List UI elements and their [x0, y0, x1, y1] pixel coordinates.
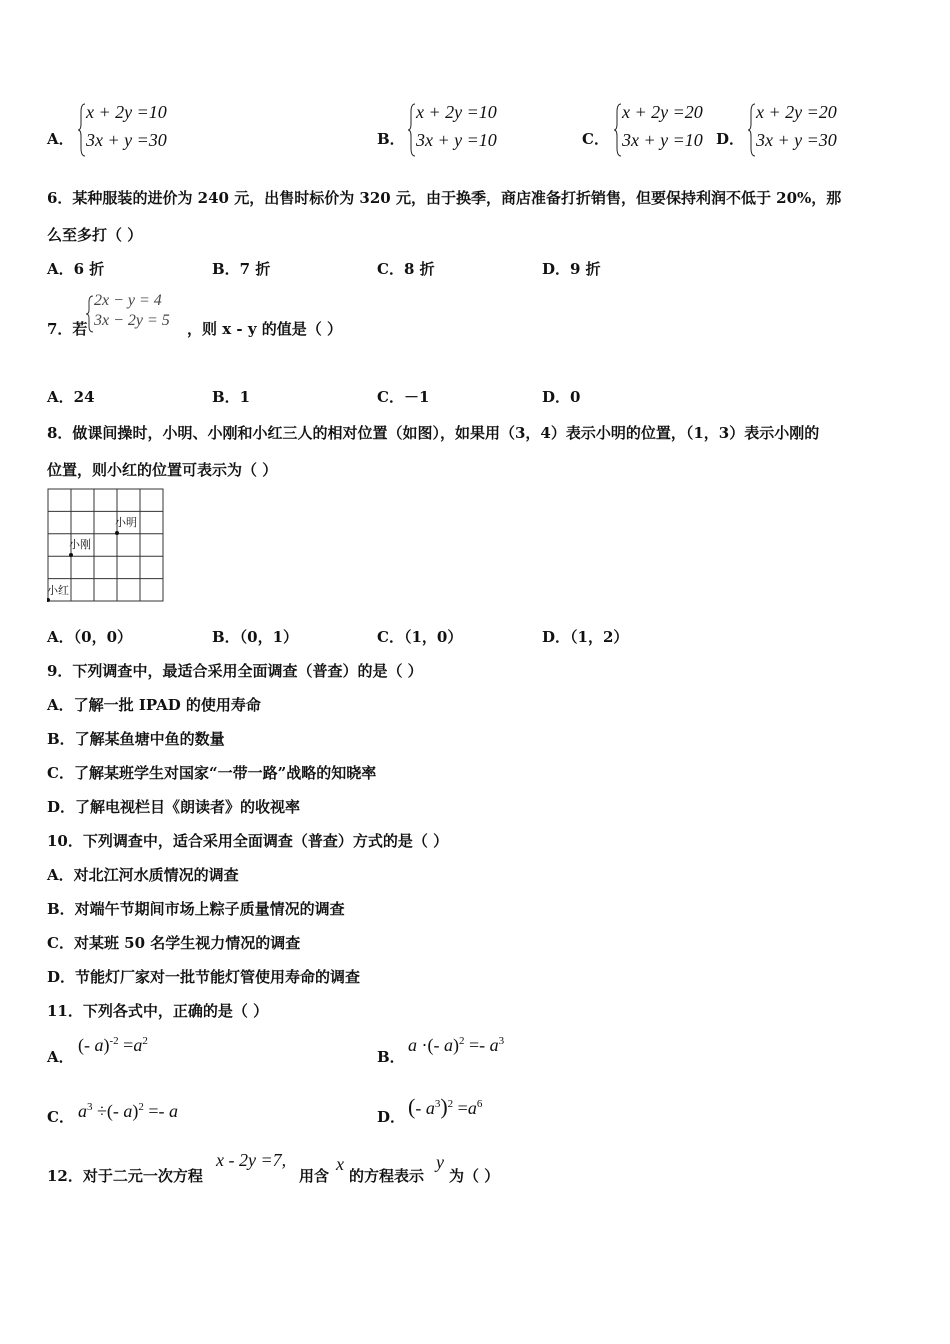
- q6-option-c: C．8 折: [377, 260, 435, 278]
- q9-option-a: A．了解一批 IPAD 的使用寿命: [47, 696, 261, 714]
- brace-icon: [408, 102, 416, 158]
- q7-option-d: D．0: [542, 388, 581, 406]
- q8-option-c: C．（1，0）: [377, 628, 463, 646]
- q12-mid2: 的方程表示: [349, 1167, 425, 1185]
- q7-eq2: 3x − 2y = 5: [94, 312, 170, 329]
- q8-option-b: B．（0，1）: [212, 628, 299, 646]
- q5-option-a-eq1: x + 2y =10: [86, 102, 167, 122]
- q7-prefix: 7．若: [47, 320, 88, 338]
- q11-option-d-letter: D．: [377, 1108, 406, 1126]
- q5-option-a-letter: A．: [47, 130, 74, 148]
- q5-option-d-system: [748, 102, 858, 158]
- q5-option-b-system: [408, 102, 518, 158]
- xiaoming-point: [115, 531, 119, 535]
- q8-stem-line1: 8．做课间操时，小明、小刚和小红三人的相对位置（如图），如果用（3，4）表示小明的位置，（1，3）表示小刚的: [47, 424, 820, 442]
- q7-option-a: A．24: [47, 388, 95, 406]
- q6-stem-line2: 么至多打（ ）: [47, 226, 143, 244]
- xiaogang-label: 小刚: [69, 538, 91, 551]
- q12-suffix: 为（ ）: [449, 1167, 500, 1185]
- q11-option-b-letter: B．: [377, 1048, 405, 1066]
- q11-option-c-formula: $a^3$ ÷(- a)$^2$ =- a: [78, 1101, 179, 1121]
- q10-option-d: D．节能灯厂家对一批节能灯管使用寿命的调查: [47, 968, 361, 986]
- q6-option-b: B．7 折: [212, 260, 271, 278]
- q10-option-c: C．对某班 50 名学生视力情况的调查: [47, 934, 301, 952]
- q5-option-c-system: [614, 102, 714, 158]
- q10-option-a: A．对北江河水质情况的调查: [47, 866, 239, 884]
- q7-suffix: ，则 x - y 的值是（ ）: [187, 320, 342, 338]
- q9-option-c: C．了解某班学生对国家“一带一路”战略的知晓率: [47, 764, 377, 782]
- q5-option-b-letter: B．: [377, 130, 405, 148]
- q9-option-d: D．了解电视栏目《朗读者》的收视率: [47, 798, 301, 816]
- q11-option-a-letter: A．: [47, 1048, 74, 1066]
- brace-icon: [86, 294, 94, 334]
- q6-option-a: A．6 折: [47, 260, 105, 278]
- q6-option-d: D．9 折: [542, 260, 601, 278]
- q11-option-a-formula: (- $a)^{-2} =a^2$: [78, 1035, 148, 1055]
- brace-icon: [78, 102, 86, 158]
- q7-option-b: B．1: [212, 388, 251, 406]
- q5-option-a-eq2: 3x + y =30: [86, 130, 167, 150]
- q5-option-c-eq1: x + 2y =20: [622, 102, 703, 122]
- q8-option-a: A．（0，0）: [47, 628, 133, 646]
- q12-var-x: x: [336, 1154, 344, 1174]
- q7-equation-system: [86, 294, 186, 336]
- q6-stem-line1: 6．某种服装的进价为 240 元，出售时标价为 320 元，由于换季，商店准备打折销售，但要保持利润不低于 20%，那: [47, 189, 842, 207]
- q10-stem: 10．下列调查中，适合采用全面调查（普查）方式的是（ ）: [47, 832, 449, 850]
- q5-option-d-letter: D．: [716, 130, 745, 148]
- q9-option-b: B．了解某鱼塘中鱼的数量: [47, 730, 225, 748]
- q7-eq1: 2x − y = 4: [94, 292, 162, 309]
- q5-option-d-eq1: x + 2y =20: [756, 102, 837, 122]
- q12-var-y: y: [436, 1152, 444, 1172]
- q7-option-c: C．－1: [377, 388, 430, 406]
- q5-option-c-letter: C．: [582, 130, 609, 148]
- q11-option-c-letter: C．: [47, 1108, 74, 1126]
- brace-icon: [614, 102, 622, 158]
- q12-prefix: 12．对于二元一次方程: [47, 1167, 203, 1185]
- q11-option-d-formula: (- $a^3)^2 =a^6$: [408, 1094, 483, 1119]
- xiaogang-point: [69, 553, 73, 557]
- q12-mid1: 用含: [299, 1167, 330, 1185]
- q5-option-c-eq2: 3x + y =10: [622, 130, 703, 150]
- q9-stem: 9．下列调查中，最适合采用全面调查（普查）的是（ ）: [47, 662, 423, 680]
- position-grid-figure: [47, 488, 165, 608]
- q5-option-b-eq2: 3x + y =10: [416, 130, 497, 150]
- xiaohong-label: 小红: [47, 584, 69, 597]
- q5-option-b-eq1: x + 2y =10: [416, 102, 497, 122]
- xiaoming-label: 小明: [115, 516, 137, 529]
- q5-option-a-system: [78, 102, 188, 158]
- q8-stem-line2: 位置，则小红的位置可表示为（ ）: [47, 461, 278, 479]
- q8-option-d: D．（1，2）: [542, 628, 629, 646]
- brace-icon: [748, 102, 756, 158]
- q5-option-d-eq2: 3x + y =30: [756, 130, 837, 150]
- q12-equation: x - 2y =7,: [216, 1150, 287, 1170]
- q11-stem: 11．下列各式中，正确的是（ ）: [47, 1002, 269, 1020]
- q10-option-b: B．对端午节期间市场上粽子质量情况的调查: [47, 900, 345, 918]
- q11-option-b-formula: a ·(- $a)^2 =- a^3$: [408, 1035, 505, 1055]
